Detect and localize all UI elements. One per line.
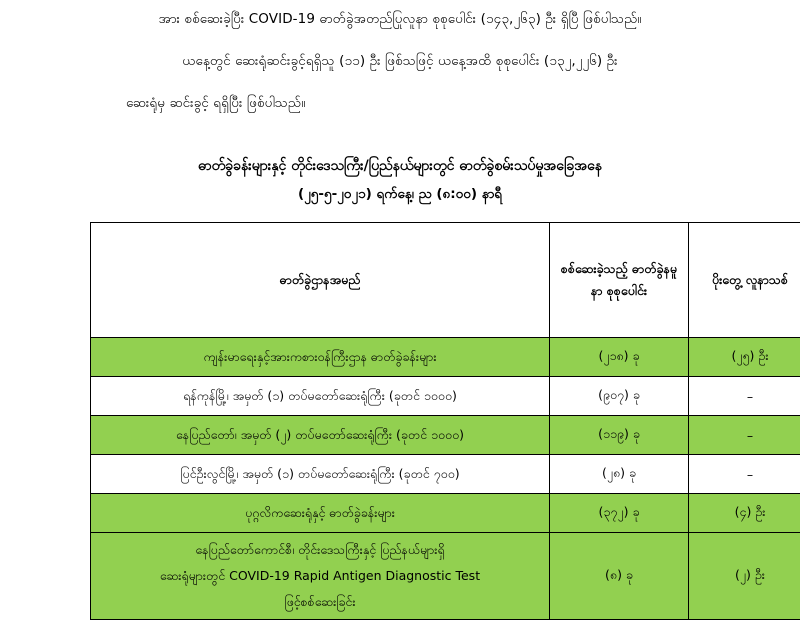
table-row	[91, 416, 800, 455]
cell-new-positive: (၄) ဦး	[689, 494, 800, 533]
heading-line-1: ဓာတ်ခွဲခန်းများနှင့် တိုင်းဒေသကြီး/ပြည်နယ်များတွင် ဓာတ်ခွဲစမ်းသပ်မှုအခြေအနေ	[90, 152, 710, 180]
cell-new-positive: –	[689, 377, 800, 416]
cell-new-positive: –	[689, 416, 800, 455]
cell-lab-name: ပုဂ္ဂလိကဆေးရုံနှင့် ဓာတ်ခွဲခန်းများ	[91, 494, 550, 533]
cell-new-positive: (၂၅) ဦး	[689, 338, 800, 377]
table-row	[91, 377, 800, 416]
cell-lab-name-line-2: ဆေးရုံများတွင် COVID-19 Rapid Antigen Diagnostic Test	[97, 563, 543, 589]
cell-lab-name: နေပြည်တော်၊ အမှတ် (၂) တပ်မတော်ဆေးရုံကြီး (ခုတင် ၁၀၀၀)	[91, 416, 550, 455]
table-row	[91, 338, 800, 377]
cell-total-tested: (၂၁၈) ခု	[550, 338, 689, 377]
cell-total-tested: (၈) ခု	[550, 533, 689, 620]
cell-lab-name: ပြင်ဦးလွင်မြို့၊ အမှတ် (၁) တပ်မတော်ဆေးရုံကြီး (ခုတင် ၇၀၀)	[91, 455, 550, 494]
cell-total-tested: (၉၀၇) ခု	[550, 377, 689, 416]
section-heading	[90, 152, 710, 208]
table-header	[91, 223, 800, 338]
cell-lab-name-line-3: ဖြင့်စစ်ဆေးခြင်း	[97, 589, 543, 615]
table-body	[91, 338, 800, 620]
cell-lab-name: ကျန်းမာရေးနှင့်အားကစားဝန်ကြီးဌာန ဓာတ်ခွဲခန်းများ	[91, 338, 550, 377]
table-header-row	[91, 223, 800, 338]
cell-new-positive: (၂) ဦး	[689, 533, 800, 620]
cell-lab-name-line-1: နေပြည်တော်ကောင်စီ၊ တိုင်းဒေသကြီးနှင့် ပြည်နယ်များရှိ	[97, 537, 543, 563]
table-row	[91, 533, 800, 620]
paragraph-2: ယနေ့တွင် ဆေးရုံဆင်းခွင့်ရရှိသူ (၁၁) ဦး ဖြစ်သဖြင့် ယနေ့အထိ စုစုပေါင်း (၁၃၂,၂၂၆) ဦး	[90, 34, 710, 76]
cell-lab-name	[91, 533, 550, 620]
column-header-new-positive: ပိုးတွေ့ လူနာသစ်	[689, 223, 800, 338]
cell-total-tested: (၁၁၉) ခု	[550, 416, 689, 455]
column-header-lab-name: ဓာတ်ခွဲဌာနအမည်	[91, 223, 550, 338]
cell-total-tested: (၃၇၂) ခု	[550, 494, 689, 533]
heading-line-2: (၂၅-၅-၂၀၂၁) ရက်နေ့၊ ည (၈:၀၀) နာရီ	[90, 180, 710, 208]
table-row	[91, 455, 800, 494]
lab-results-table	[90, 222, 800, 620]
paragraph-3: ဆေးရုံမှ ဆင်းခွင့် ရရှိပြီး ဖြစ်ပါသည်။	[90, 76, 710, 118]
cell-total-tested: (၂၈) ခု	[550, 455, 689, 494]
paragraph-1: အား စစ်ဆေးခဲ့ပြီး COVID-19 ဓာတ်ခွဲအတည်ပြုလူနာ စုစုပေါင်း (၁၄၃,၂၆၃) ဦး ရှိပြီ ဖြစ်ပါသည်။	[90, 0, 710, 34]
table-row	[91, 494, 800, 533]
column-header-total-tested: စစ်ဆေးခဲ့သည့် ဓာတ်ခွဲနမူနာ စုစုပေါင်း	[550, 223, 689, 338]
cell-new-positive: –	[689, 455, 800, 494]
cell-lab-name: ရန်ကုန်မြို့၊ အမှတ် (၁) တပ်မတော်ဆေးရုံကြီး (ခုတင် ၁၀၀၀)	[91, 377, 550, 416]
